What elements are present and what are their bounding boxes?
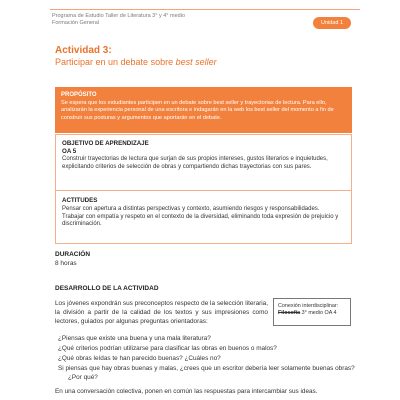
question-item: ¿Qué criterios podrían utilizarse para clasificar las obras en buenos o malos? — [58, 345, 277, 352]
proposito-text: Se espera que los estudiantes participen en un debate sobre best seller y trayectorias de lectura. Para ello, analizarán la experiencia personal de una escritora e indagarán en la web los best seller del momento a fin de construir sus posturas y argumentos que aportarán en el debate. — [61, 100, 334, 121]
callout-title: Conexión interdisciplinar: — [278, 303, 339, 309]
closing-paragraph: En una conversación colectiva, ponen en común las respuestas para intercambiar sus ideas. — [55, 388, 318, 395]
activity-title: Actividad 3: — [55, 45, 112, 56]
objetivo-heading: OBJETIVO DE APRENDIZAJE — [62, 140, 149, 147]
activity-subtitle — [55, 57, 217, 67]
interdisciplinary-callout — [273, 298, 351, 326]
actitudes-heading: ACTITUDES — [62, 197, 98, 204]
actitudes-box — [55, 190, 352, 244]
program-title: Programa de Estudio Taller de Literatura 3° y 4° medio — [52, 13, 186, 19]
duracion-value: 8 horas — [55, 260, 77, 267]
activity-subtitle-text: Participar en un debate sobre — [55, 57, 176, 67]
activity-subtitle-italic: best seller — [175, 57, 217, 67]
desarrollo-label: DESARROLLO DE LA ACTIVIDAD — [55, 285, 159, 292]
question-item — [58, 364, 358, 382]
actitudes-line2: Trabajar con empatía y respeto en el contexto de la diversidad, eliminando toda expresión de prejuicio y discriminación. — [62, 213, 339, 228]
callout-rest: 3° medio OA 4 — [300, 310, 337, 316]
objetivo-box — [55, 134, 352, 190]
duracion-label: DURACIÓN — [55, 251, 91, 258]
callout-body — [278, 310, 346, 317]
question-item: ¿Qué obras leídas te han parecido buenas? ¿Cuáles no? — [58, 355, 221, 362]
question-item: ¿Piensas que existe una buena y una mala literatura? — [58, 335, 211, 342]
objetivo-text: Construir trayectorias de lectura que surjan de sus propios intereses, gustos literarios e inquietudes, explicitando criterios de selección de obras y compartiendo dichas trayectorias con sus pares. — [62, 156, 328, 170]
objetivo-code: OA 5 — [62, 148, 77, 155]
unit-badge: Unidad 1 — [313, 17, 351, 29]
guiding-questions — [58, 334, 358, 383]
actitudes-line1: Pensar con apertura a distintas perspectivas y contexto, asumiendo riesgos y responsabilidades. — [62, 206, 320, 212]
proposito-box — [55, 87, 352, 133]
program-subtitle: Formación General — [52, 20, 100, 26]
question-4-line1: Si piensas que hay obras buenas y malas, ¿crees que un escritor debería leer solamente buenas obras? — [58, 365, 355, 372]
proposito-heading: PROPÓSITO — [61, 92, 97, 98]
question-4-line2: ¿Por qué? — [68, 374, 98, 381]
callout-subject: Filosofía — [278, 310, 301, 316]
page-header — [0, 0, 400, 40]
desarrollo-intro: Los jóvenes expondrán sus preconceptos respecto de la selección literaria, la división a partir de la calidad de los textos y sus impresiones como lectores, guiados por algunas preguntas orientadoras: — [55, 300, 268, 325]
